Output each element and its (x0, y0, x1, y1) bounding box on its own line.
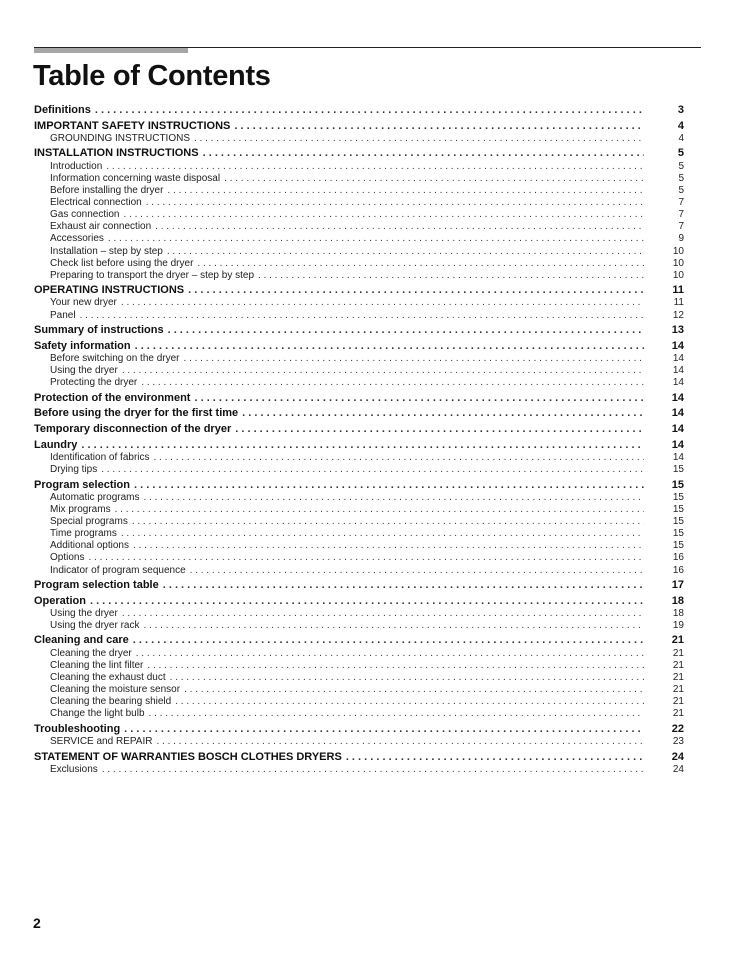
toc-subentry (34, 565, 684, 577)
toc-entry-title: Summary of instructions (34, 323, 164, 336)
toc-entry-page: 7 (678, 209, 684, 221)
toc-entry-title: Special programs (50, 516, 128, 528)
toc-subentry (34, 297, 684, 309)
toc-entry-page: 21 (672, 659, 684, 671)
toc-subentry (34, 528, 684, 540)
toc-subentry (34, 516, 684, 528)
toc-subentry (34, 736, 684, 748)
toc-entry-title: Using the dryer (50, 365, 118, 377)
toc-entry-title: SERVICE and REPAIR (50, 736, 153, 748)
toc-entry-page: 15 (672, 504, 684, 516)
dot-leader (163, 579, 644, 592)
toc-subentry (34, 365, 684, 377)
toc-entry-page: 14 (672, 377, 684, 389)
toc-subentry (34, 233, 684, 245)
toc-entry-title: Options (50, 552, 85, 564)
dot-leader (170, 672, 644, 684)
toc-entry-title: Gas connection (50, 209, 120, 221)
dot-leader (143, 620, 644, 632)
dot-leader (168, 324, 644, 337)
toc-entry-page: 19 (672, 620, 684, 632)
toc-entry (34, 120, 684, 133)
toc-subentry (34, 246, 684, 258)
toc-entry-page: 18 (672, 607, 684, 619)
toc-entry-title: Before using the dryer for the first time (34, 407, 239, 420)
toc-entry-title: Cleaning the bearing shield (50, 696, 172, 708)
toc-entry (34, 751, 684, 764)
page-number: 2 (33, 915, 41, 931)
dot-leader (122, 365, 644, 377)
toc-entry-title: Drying tips (50, 464, 98, 476)
dot-leader (141, 377, 644, 389)
toc-entry-title: Cleaning the lint filter (50, 659, 144, 671)
toc-entry-page: 17 (671, 578, 684, 591)
toc-entry-page: 10 (672, 245, 684, 257)
toc-entry-title: Cleaning and care (34, 634, 129, 647)
toc-entry-page: 5 (678, 185, 684, 197)
toc-entry-page: 14 (671, 391, 684, 404)
dot-leader (146, 197, 644, 209)
toc-entry-title: Installation – step by step (50, 245, 163, 257)
dot-leader (194, 133, 644, 145)
toc-entry-title: Indicator of program sequence (50, 564, 186, 576)
toc-subentry (34, 660, 684, 672)
toc-entry-page: 14 (671, 339, 684, 352)
toc-entry-page: 15 (672, 540, 684, 552)
dot-leader (194, 392, 644, 405)
toc-entry-page: 10 (672, 257, 684, 269)
dot-leader (81, 439, 644, 452)
dot-leader (133, 540, 644, 552)
toc-subentry (34, 377, 684, 389)
toc-entry-page: 10 (672, 269, 684, 281)
dot-leader (235, 423, 644, 436)
toc-entry (34, 324, 684, 337)
toc-entry-page: 18 (671, 594, 684, 607)
toc-entry-title: Using the dryer (50, 607, 118, 619)
toc-entry-page: 15 (672, 464, 684, 476)
toc-entry-title: Information concerning waste disposal (50, 172, 221, 184)
toc-subentry (34, 696, 684, 708)
toc-entry-title: Exclusions (50, 763, 98, 775)
toc-entry-title: Laundry (34, 438, 78, 451)
toc-entry-page: 15 (672, 491, 684, 503)
toc-subentry (34, 608, 684, 620)
toc-entry (34, 423, 684, 436)
dot-leader (258, 270, 644, 282)
toc-entry-title: Cleaning the dryer (50, 647, 132, 659)
toc-subentry (34, 648, 684, 660)
page-title: Table of Contents (33, 60, 271, 92)
dot-leader (175, 696, 644, 708)
toc-entry-page: 9 (678, 233, 684, 245)
toc-entry-page: 24 (671, 750, 684, 763)
dot-leader (124, 209, 645, 221)
toc-subentry (34, 708, 684, 720)
toc-entry-title: Program selection (34, 478, 130, 491)
table-of-contents (34, 104, 684, 776)
toc-entry-page: 7 (678, 197, 684, 209)
dot-leader (102, 764, 644, 776)
toc-entry-title: Operation (34, 594, 86, 607)
toc-entry-page: 15 (672, 516, 684, 528)
toc-entry (34, 634, 684, 647)
dot-leader (90, 595, 644, 608)
toc-entry-page: 24 (672, 763, 684, 775)
toc-entry-title: Before switching on the dryer (50, 353, 180, 365)
toc-entry (34, 392, 684, 405)
toc-entry-title: Cleaning the exhaust duct (50, 672, 166, 684)
toc-subentry (34, 492, 684, 504)
dot-leader (88, 552, 644, 564)
toc-entry-title: Identification of fabrics (50, 452, 150, 464)
toc-entry (34, 104, 684, 117)
toc-entry (34, 340, 684, 353)
toc-entry-page: 4 (677, 119, 684, 132)
toc-entry (34, 579, 684, 592)
toc-subentry (34, 540, 684, 552)
toc-entry (34, 407, 684, 420)
toc-subentry (34, 221, 684, 233)
toc-entry-title: Troubleshooting (34, 722, 121, 735)
toc-entry-title: Panel (50, 309, 76, 321)
toc-entry-title: Accessories (50, 233, 104, 245)
toc-entry-page: 14 (672, 452, 684, 464)
toc-entry-title: Exhaust air connection (50, 221, 152, 233)
dot-leader (108, 233, 644, 245)
dot-leader (95, 104, 644, 117)
toc-entry-page: 21 (672, 647, 684, 659)
toc-entry-page: 7 (678, 221, 684, 233)
toc-subentry (34, 197, 684, 209)
toc-entry-page: 11 (672, 284, 684, 297)
dot-leader (184, 684, 644, 696)
toc-entry-title: Definitions (34, 104, 91, 116)
toc-entry (34, 284, 684, 297)
toc-subentry (34, 310, 684, 322)
toc-entry-page: 16 (672, 552, 684, 564)
toc-entry-page: 21 (672, 672, 684, 684)
dot-leader (106, 161, 644, 173)
toc-entry-page: 5 (678, 160, 684, 172)
dot-leader (115, 504, 644, 516)
toc-entry-page: 21 (671, 634, 684, 647)
toc-subentry (34, 452, 684, 464)
toc-entry-title: Check list before using the dryer (50, 257, 194, 269)
toc-entry-title: Before installing the dryer (50, 185, 164, 197)
toc-subentry (34, 133, 684, 145)
toc-entry-title: Your new dryer (50, 297, 117, 309)
toc-entry (34, 595, 684, 608)
toc-subentry (34, 209, 684, 221)
dot-leader (135, 340, 644, 353)
dot-leader (122, 608, 644, 620)
toc-entry-title: Additional options (50, 540, 129, 552)
toc-entry-title: Introduction (50, 160, 103, 172)
dot-leader (184, 353, 644, 365)
dot-leader (80, 310, 644, 322)
toc-entry-page: 14 (672, 353, 684, 365)
toc-entry-page: 15 (671, 478, 684, 491)
toc-entry-title: Protection of the environment (34, 391, 191, 404)
dot-leader (149, 708, 644, 720)
toc-subentry (34, 672, 684, 684)
toc-entry-title: Cleaning the moisture sensor (50, 684, 181, 696)
dot-leader (133, 634, 644, 647)
toc-entry-title: STATEMENT OF WARRANTIES BOSCH CLOTHES DRYERS (34, 750, 342, 763)
toc-entry-title: OPERATING INSTRUCTIONS (34, 284, 185, 297)
dot-leader (197, 258, 644, 270)
toc-entry (34, 439, 684, 452)
dot-leader (190, 565, 644, 577)
toc-subentry (34, 620, 684, 632)
toc-subentry (34, 185, 684, 197)
dot-leader (156, 736, 644, 748)
dot-leader (188, 284, 644, 297)
dot-leader (224, 173, 644, 185)
toc-entry-title: Time programs (50, 528, 117, 540)
dot-leader (234, 120, 644, 133)
toc-subentry (34, 258, 684, 270)
toc-entry-page: 15 (672, 528, 684, 540)
dot-leader (134, 479, 644, 492)
toc-entry-title: IMPORTANT SAFETY INSTRUCTIONS (34, 119, 231, 132)
toc-entry-page: 4 (678, 133, 684, 145)
dot-leader (136, 648, 644, 660)
dot-leader (101, 464, 644, 476)
dot-leader (124, 723, 644, 736)
toc-entry-page: 16 (672, 564, 684, 576)
toc-entry-title: Preparing to transport the dryer – step by step (50, 269, 254, 281)
toc-subentry (34, 270, 684, 282)
dot-leader (132, 516, 644, 528)
toc-entry-title: Program selection table (34, 578, 159, 591)
toc-subentry (34, 684, 684, 696)
toc-entry-title: Safety information (34, 339, 131, 352)
toc-entry-page: 22 (671, 722, 684, 735)
toc-entry-title: GROUNDING INSTRUCTIONS (50, 133, 190, 145)
toc-entry-page: 5 (678, 172, 684, 184)
toc-subentry (34, 552, 684, 564)
toc-entry (34, 479, 684, 492)
dot-leader (143, 492, 644, 504)
toc-entry-title: Electrical connection (50, 197, 142, 209)
toc-entry-page: 11 (673, 297, 684, 309)
dot-leader (167, 185, 644, 197)
toc-entry-title: Protecting the dryer (50, 377, 138, 389)
toc-entry-title: Mix programs (50, 504, 111, 516)
toc-subentry (34, 464, 684, 476)
toc-entry (34, 147, 684, 160)
dot-leader (121, 528, 644, 540)
toc-entry-page: 21 (672, 684, 684, 696)
dot-leader (346, 751, 644, 764)
toc-subentry (34, 161, 684, 173)
toc-entry-title: Automatic programs (50, 491, 140, 503)
toc-subentry (34, 764, 684, 776)
toc-subentry (34, 504, 684, 516)
toc-entry-page: 3 (677, 104, 684, 116)
dot-leader (203, 147, 644, 160)
toc-entry-page: 14 (671, 438, 684, 451)
toc-entry-title: INSTALLATION INSTRUCTIONS (34, 147, 199, 160)
dot-leader (121, 297, 644, 309)
toc-entry (34, 723, 684, 736)
toc-entry-page: 21 (672, 696, 684, 708)
dot-leader (167, 246, 644, 258)
dot-leader (155, 221, 644, 233)
dot-leader (147, 660, 644, 672)
toc-entry-page: 14 (671, 407, 684, 420)
dot-leader (242, 407, 644, 420)
toc-entry-page: 14 (672, 365, 684, 377)
toc-entry-page: 5 (677, 147, 684, 160)
toc-subentry (34, 173, 684, 185)
toc-entry-page: 12 (672, 309, 684, 321)
toc-entry-page: 13 (671, 323, 684, 336)
toc-entry-page: 23 (672, 736, 684, 748)
toc-entry-title: Change the light bulb (50, 708, 145, 720)
toc-subentry (34, 353, 684, 365)
dot-leader (154, 452, 645, 464)
toc-entry-page: 14 (671, 423, 684, 435)
toc-entry-page: 21 (672, 708, 684, 720)
header-rule (34, 47, 701, 48)
toc-entry-title: Using the dryer rack (50, 620, 140, 632)
toc-entry-title: Temporary disconnection of the dryer (34, 423, 232, 435)
